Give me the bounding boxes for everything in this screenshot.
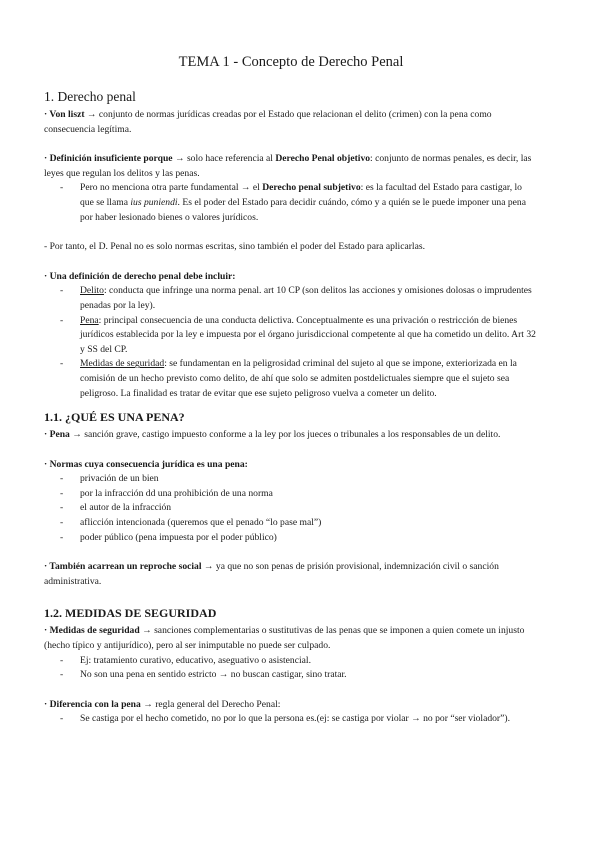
section-heading: 1.2. MEDIDAS DE SEGURIDAD xyxy=(44,606,217,621)
underlined-term: Pena xyxy=(80,314,99,326)
dash-list xyxy=(44,472,538,545)
dash-list xyxy=(44,712,538,727)
paragraph-text: → solo hace referencia al xyxy=(172,153,276,165)
italic-term: ius puniendi xyxy=(130,196,178,208)
bold-term: · Diferencia con la pena xyxy=(44,698,141,710)
paragraph-text: → conjunto de normas jurídicas creadas por el Estado que relacionan el delito (crimen) con la pena como consecuencia legítima. xyxy=(44,109,492,135)
paragraph-reproche-social xyxy=(44,560,538,589)
bold-term: · Von liszt xyxy=(44,109,85,120)
paragraph-text: : conjunto de normas penales, es decir, las leyes que regulan los delitos y las penas. xyxy=(44,153,532,179)
list-item xyxy=(80,314,538,358)
list-item: - No son una pena en sentido estricto → no buscan castigar, sino tratar. xyxy=(80,668,538,683)
paragraph-definicion-insuficiente xyxy=(44,152,538,181)
underlined-term: Delito xyxy=(80,285,104,297)
list-text: . Es el poder del Estado para decidir cuándo, cómo y a quién se le puede imponer una pena por haber lesionado bienes o valores jurídicos. xyxy=(80,196,526,223)
underlined-term: Medidas de seguridad xyxy=(80,358,165,370)
bold-term: · Normas cuya consecuencia jurídica es una pena: xyxy=(44,458,248,470)
list-item xyxy=(80,357,538,401)
bold-term: · Una definición de derecho penal debe incluir: xyxy=(44,270,236,282)
dash-list xyxy=(44,654,538,683)
section-heading: 1. Derecho penal xyxy=(44,89,136,104)
list-item: - privación de un bien xyxy=(80,472,538,487)
paragraph-normas xyxy=(44,458,538,473)
dash-list xyxy=(44,181,538,225)
list-item: - poder público (pena impuesta por el poder público) xyxy=(80,531,538,546)
paragraph-text: → sanción grave, castigo impuesto conforme a la ley por los jueces o tribunales a los responsables de un delito. xyxy=(69,429,501,441)
paragraph-definicion-debe-incluir xyxy=(44,270,538,285)
list-item xyxy=(80,284,538,313)
section-heading: 1.1. ¿QUÉ ES UNA PENA? xyxy=(44,410,185,425)
bold-term: · También acarrean un reproche social xyxy=(44,561,202,573)
list-text: : se fundamentan en la peligrosidad criminal del sujeto al que se impone, exteriorizada en la comisión de un hecho previsto como delito, de ahí que solo se admiten postdelictuales siempre que el sujeto sea peligroso. La finalidad es tratar de evitar que ese sujeto peligroso vuelva a cometer un delito. xyxy=(80,358,517,399)
bold-term: · Pena xyxy=(44,429,70,441)
bold-term: Derecho Penal objetivo xyxy=(275,153,371,165)
list-text: : es la facultad del Estado para castigar, lo que se llama xyxy=(80,182,522,208)
bold-term: · Medidas de seguridad xyxy=(44,625,140,637)
bold-term: · Definición insuficiente porque xyxy=(44,153,173,165)
paragraph-text: → regla general del Derecho Penal: xyxy=(140,698,281,710)
list-item: - Ej: tratamiento curativo, educativo, aseguativo o asistencial. xyxy=(80,654,538,669)
dash-list xyxy=(44,284,538,401)
list-text: Pero no menciona otra parte fundamental → el xyxy=(80,182,263,194)
paragraph-diferencia xyxy=(44,698,538,713)
list-text: : conducta que infringe una norma penal. art 10 CP (son delitos las acciones y omisiones dolosas o imprudentes penadas por la ley). xyxy=(80,285,532,311)
section-derecho-penal xyxy=(44,88,538,401)
list-text: : principal consecuencia de una conducta delictiva. Conceptualmente es una privación o restricción de bienes jurídicos establecida por la ley e impuesta por el órgano jurisdiccional competente al que ha cometido un delito. Art 32 y SS del CP. xyxy=(80,314,536,355)
list-item: - Se castiga por el hecho cometido, no por lo que la persona es.(ej: se castiga por violar → no por “ser violador”). xyxy=(80,712,538,727)
list-item: - por la infracción dd una prohibición de una norma xyxy=(80,487,538,502)
paragraph-por-tanto: - Por tanto, el D. Penal no es solo normas escritas, sino también el poder del Estado para aplicarlas. xyxy=(44,241,425,253)
paragraph-medidas xyxy=(44,624,538,653)
paragraph-pena xyxy=(44,428,538,443)
paragraph-text: → ya que no son penas de prisión provisional, indemnización civil o sanción administrativa. xyxy=(44,561,499,587)
section-que-es-una-pena xyxy=(44,409,538,589)
list-item xyxy=(80,181,538,225)
paragraph-text: → sanciones complementarias o sustitutivas de las penas que se imponen a quien comete un injusto (hecho típico y antijurídico), pero al ser inimputable no puede ser culpado. xyxy=(44,625,525,652)
bold-term: Derecho penal subjetivo xyxy=(262,182,361,194)
document-title: TEMA 1 - Concepto de Derecho Penal xyxy=(178,54,404,70)
section-medidas-de-seguridad xyxy=(44,605,538,727)
list-item: - aflicción intencionada (queremos que el penado “lo pase mal”) xyxy=(80,516,538,531)
paragraph-von-liszt xyxy=(44,108,538,137)
list-item: - el autor de la infracción xyxy=(80,501,538,516)
